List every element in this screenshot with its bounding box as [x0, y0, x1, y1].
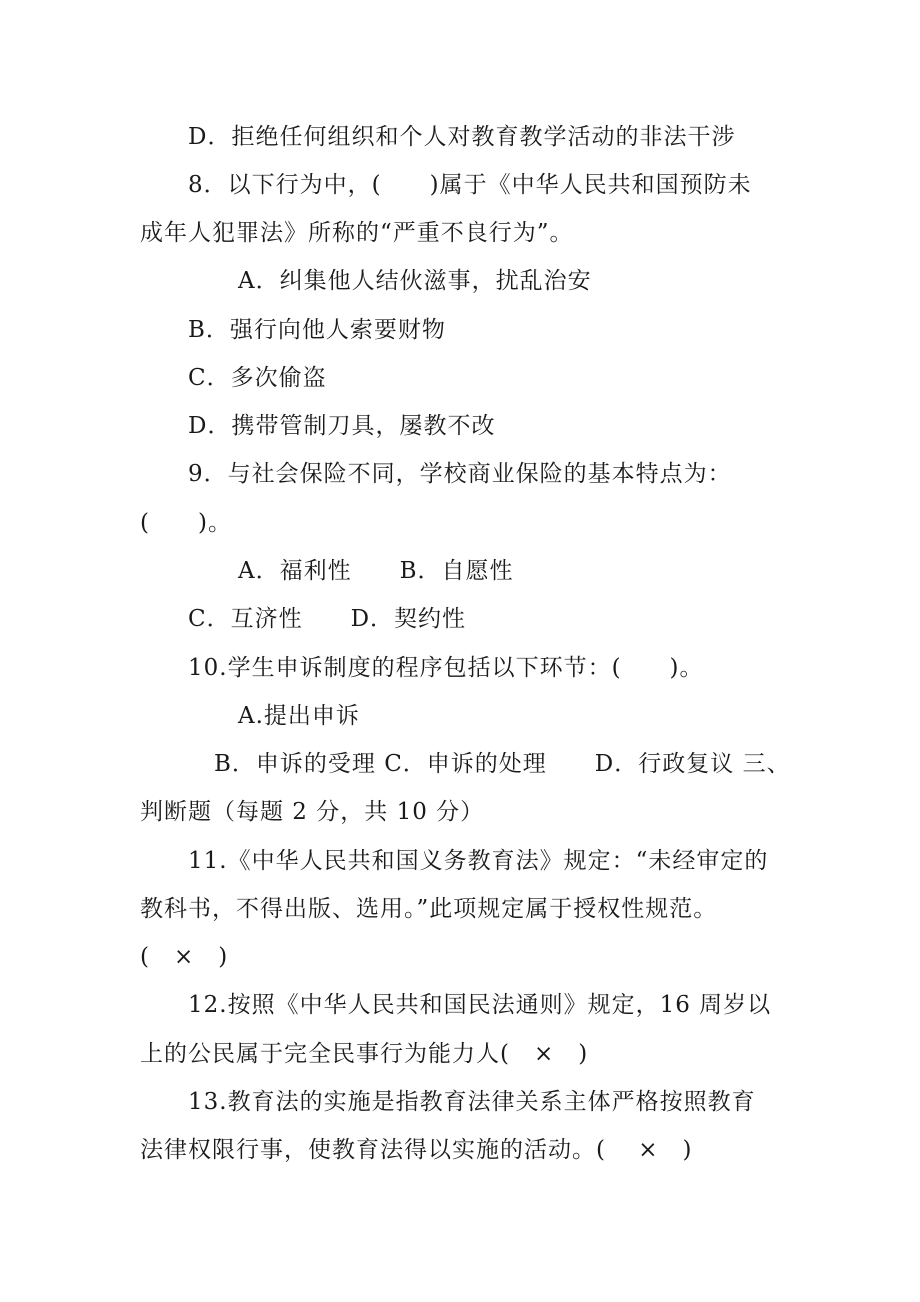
- q8-option-d: D．携带管制刀具，屡教不改: [188, 413, 496, 439]
- section-title: 判断题（每题 2 分，共 10 分）: [140, 799, 485, 825]
- q8-option-b: B．强行向他人索要财物: [188, 317, 446, 343]
- q11-answer: ( × ): [140, 944, 229, 970]
- q10-options-bcd: B．申诉的受理 C．申诉的处理 D．行政复议 三、: [214, 751, 791, 777]
- q8-option-c: C．多次偷盗: [188, 365, 327, 391]
- q12-line2: 上的公民属于完全民事行为能力人( × ): [140, 1041, 589, 1067]
- q8-stem-line2: 成年人犯罪法》所称的“严重不良行为”。: [140, 220, 574, 246]
- q9-stem-line2: ( )。: [140, 510, 232, 536]
- q13-line2: 法律权限行事，使教育法得以实施的活动。( × ): [140, 1137, 693, 1163]
- q8-stem-line1: 8．以下行为中，( )属于《中华人民共和国预防未: [188, 172, 752, 198]
- q10-stem: 10.学生申诉制度的程序包括以下环节：( )。: [188, 655, 704, 681]
- q8-option-a: A．纠集他人结伙滋事，扰乱治安: [238, 268, 592, 294]
- q9-stem-line1: 9．与社会保险不同，学校商业保险的基本特点为：: [188, 461, 732, 487]
- q9-options-ab: A．福利性 B．自愿性: [238, 558, 514, 584]
- q13-line1: 13.教育法的实施是指教育法律关系主体严格按照教育: [188, 1089, 756, 1115]
- q12-line1: 12.按照《中华人民共和国民法通则》规定，16 周岁以: [188, 992, 772, 1018]
- q10-option-a: A.提出申诉: [238, 703, 360, 729]
- q11-line2: 教科书，不得出版、选用。”此项规定属于授权性规范。: [140, 896, 718, 922]
- q9-options-cd: C．互济性 D．契约性: [188, 606, 467, 632]
- q7-option-d: D．拒绝任何组织和个人对教育教学活动的非法干涉: [188, 124, 736, 150]
- q11-line1: 11.《中华人民共和国义务教育法》规定：“未经审定的: [188, 848, 769, 874]
